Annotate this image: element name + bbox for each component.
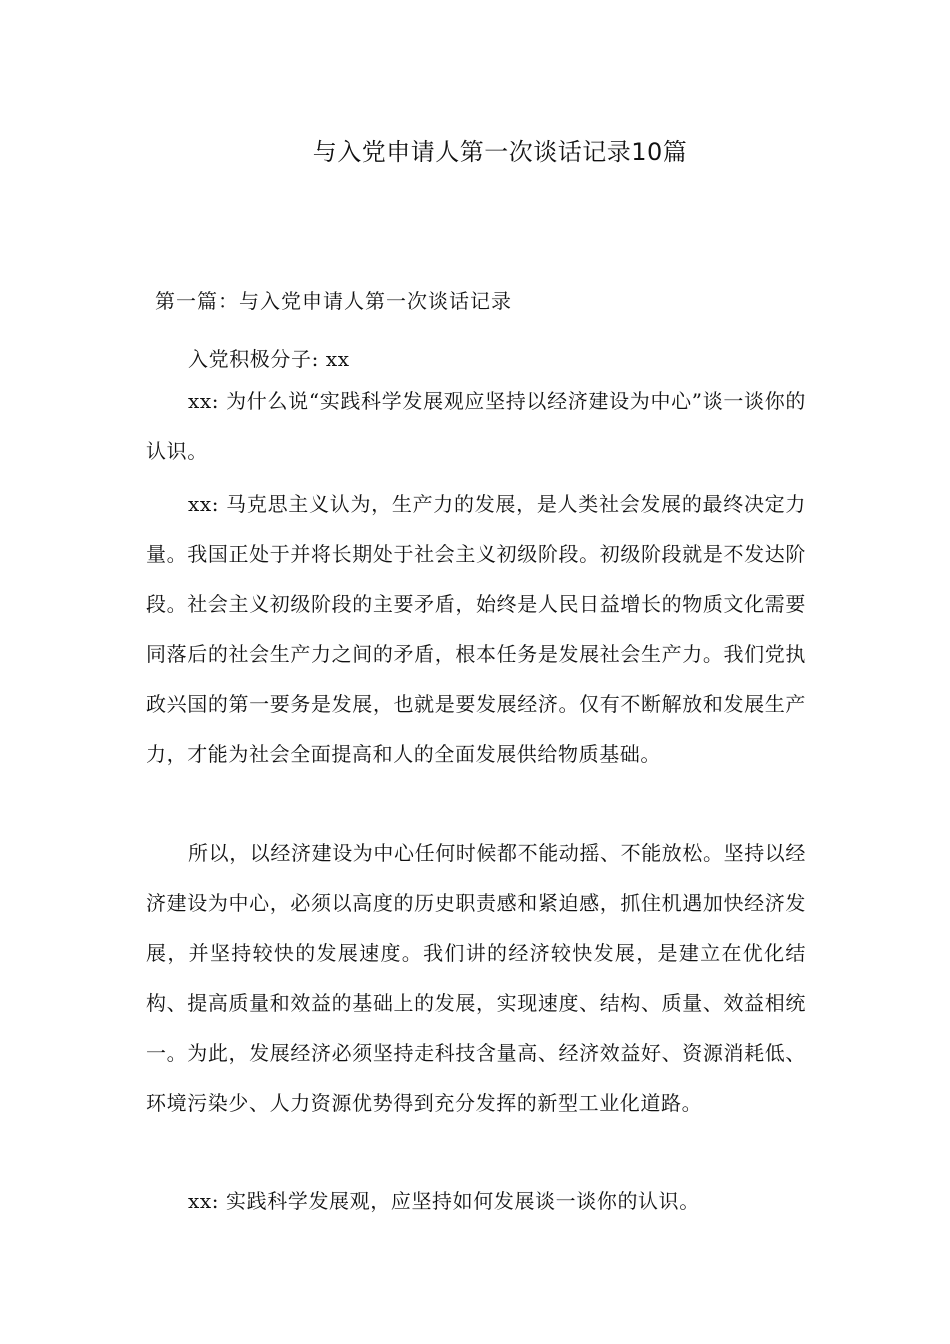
activist-line: 入党积极分子: xx [188, 347, 350, 371]
document-title: 与入党申请人第一次谈话记录10篇 [312, 138, 688, 166]
question-paragraph-1: xx: 为什么说“实践科学发展观应坚持以经济建设为中心”谈一谈你的认识。 [146, 389, 806, 463]
answer-paragraph-1: xx: 马克思主义认为，生产力的发展，是人类社会发展的最终决定力量。我国正处于并将长期处于社会主义初级阶段。初级阶段就是不发达阶段。社会主义初级阶段的主要矛盾，始终是人民日益增长的物质文化需要同落后的社会生产力之间的矛盾，根本任务是发展社会生产力。我们党执政兴国的第一要务是发展，也就是要发展经济。仅有不断解放和发展生产力，才能为社会全面提高和人的全面发展供给物质基础。 [146, 492, 806, 766]
section-heading: 第一篇：与入党申请人第一次谈话记录 [155, 289, 512, 313]
question-paragraph-2: xx: 实践科学发展观，应坚持如何发展谈一谈你的认识。 [188, 1189, 700, 1213]
answer-paragraph-2: 所以，以经济建设为中心任何时候都不能动摇、不能放松。坚持以经济建设为中心，必须以高度的历史职责感和紧迫感，抓住机遇加快经济发展，并坚持较快的发展速度。我们讲的经济较快发展，是建立在优化结构、提高质量和效益的基础上的发展，实现速度、结构、质量、效益相统一。为此，发展经济必须坚持走科技含量高、经济效益好、资源消耗低、环境污染少、人力资源优势得到充分发挥的新型工业化道路。 [146, 841, 806, 1115]
